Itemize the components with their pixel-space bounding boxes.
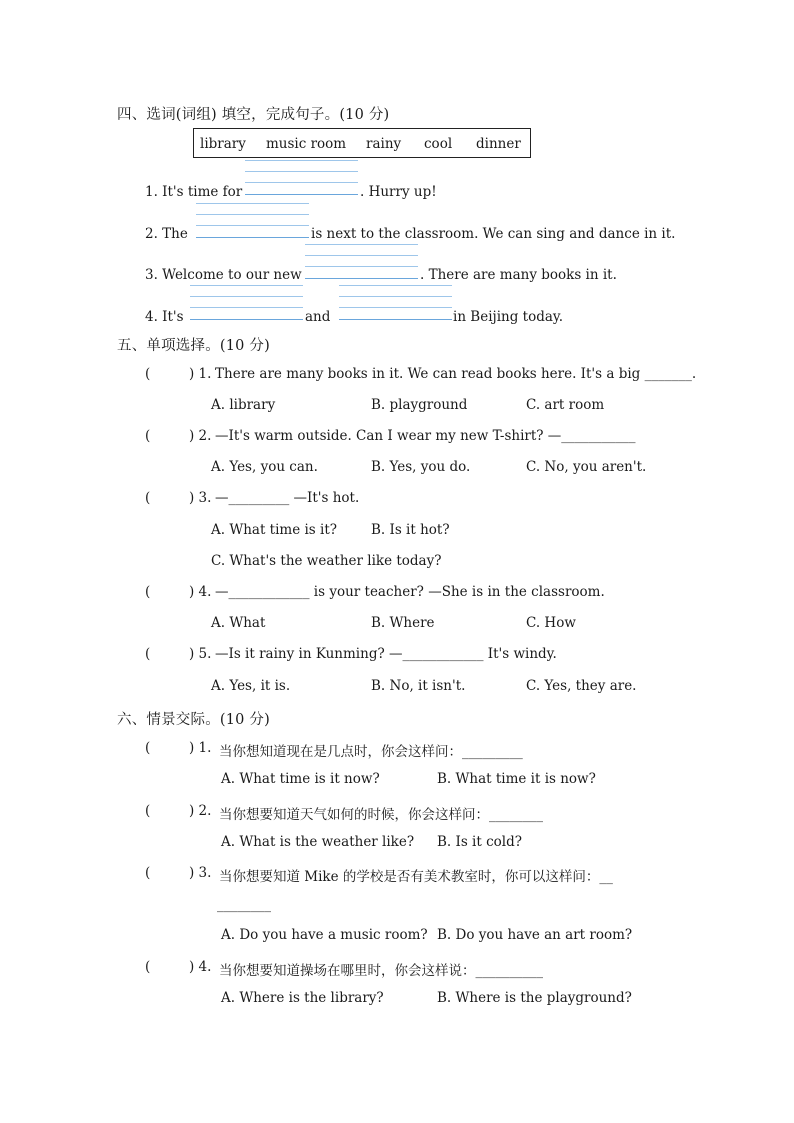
word-bank-box [193,128,531,158]
situation-option-a[interactable]: A. What time is it now? [221,771,380,787]
mc-option-c[interactable]: C. art room [526,397,605,413]
answer-paren[interactable]: ( [145,740,151,756]
fill-q3-writing-lines[interactable] [305,244,418,280]
situation-question: 当你想要知道天气如何的时候，你会这样问：________ [219,807,543,823]
mc-option-c[interactable]: C. No, you aren't. [526,459,647,475]
answer-paren[interactable]: ( [145,490,151,506]
mc-option-b[interactable]: B. playground [371,397,468,413]
mc-number: ) 1. [189,366,212,382]
situation-option-b[interactable]: B. Where is the playground? [437,990,632,1006]
fill-q1-writing-lines[interactable] [245,160,358,196]
situation-answer-blank[interactable]: ________ [217,897,271,913]
fill-q4-writing-lines-a[interactable] [190,285,303,321]
word-bank-item: rainy [366,136,402,152]
answer-paren[interactable]: ( [145,865,151,881]
fill-q2-writing-lines[interactable] [196,203,309,239]
mc-option-c[interactable]: C. What's the weather like today? [211,553,442,569]
mc-question: —It's warm outside. Can I wear my new T-shirt? —___________ [215,428,636,444]
word-bank-item: music room [266,136,347,152]
situation-option-b[interactable]: B. Do you have an art room? [437,927,633,943]
answer-paren[interactable]: ( [145,803,151,819]
mc-question: There are many books in it. We can read books here. It's a big _______. [215,366,697,382]
fill-q2-prefix: 2. The [145,226,188,242]
fill-q3-suffix: . There are many books in it. [420,267,617,283]
mc-number: ) 2. [189,428,212,444]
situation-option-a[interactable]: A. Where is the library? [221,990,384,1006]
fill-q4-prefix: 4. It's [145,309,184,325]
situation-number: ) 1. [189,740,212,756]
word-bank-item: cool [424,136,453,152]
mc-number: ) 3. [189,490,212,506]
fill-q4-suffix: in Beijing today. [453,309,564,325]
mc-question: —_________ —It's hot. [215,490,360,506]
fill-q3-prefix: 3. Welcome to our new [145,267,302,283]
mc-option-a[interactable]: A. What [211,615,266,631]
section6-heading: 六、情景交际。(10 分) [117,712,270,728]
word-bank-item: library [200,136,246,152]
mc-option-c[interactable]: C. How [526,615,576,631]
mc-option-b[interactable]: B. Yes, you do. [371,459,471,475]
fill-q4-writing-lines-b[interactable] [339,285,452,321]
mc-question: —Is it rainy in Kunming? —____________ It's windy. [215,646,557,662]
answer-paren[interactable]: ( [145,366,151,382]
mc-option-a[interactable]: A. library [211,397,276,413]
mc-option-b[interactable]: B. Is it hot? [371,522,450,538]
fill-q2-suffix: is next to the classroom. We can sing and dance in it. [311,226,676,242]
situation-option-b[interactable]: B. What time it is now? [437,771,596,787]
mc-number: ) 4. [189,584,212,600]
mc-question: —____________ is your teacher? —She is in the classroom. [215,584,605,600]
situation-question: 当你想知道现在是几点时，你会这样问：_________ [219,744,523,760]
mc-number: ) 5. [189,646,212,662]
situation-option-b[interactable]: B. Is it cold? [437,834,522,850]
mc-option-c[interactable]: C. Yes, they are. [526,678,637,694]
situation-number: ) 4. [189,959,212,975]
mc-option-a[interactable]: A. Yes, you can. [211,459,318,475]
answer-paren[interactable]: ( [145,646,151,662]
fill-q1-prefix: 1. It's time for [145,184,243,200]
word-bank-item: dinner [476,136,521,152]
answer-paren[interactable]: ( [145,959,151,975]
situation-option-a[interactable]: A. What is the weather like? [221,834,415,850]
fill-q4-middle: and [305,309,331,325]
section4-heading: 四、选词(词组) 填空，完成句子。(10 分) [117,107,390,123]
mc-option-b[interactable]: B. Where [371,615,435,631]
section5-heading: 五、单项选择。(10 分) [117,338,270,354]
mc-option-a[interactable]: A. What time is it? [211,522,338,538]
answer-paren[interactable]: ( [145,428,151,444]
situation-question: 当你想要知道 Mike 的学校是否有美术教室时，你可以这样问：__ [219,869,613,885]
mc-option-b[interactable]: B. No, it isn't. [371,678,466,694]
situation-question: 当你想要知道操场在哪里时，你会这样说：__________ [219,963,543,979]
mc-option-a[interactable]: A. Yes, it is. [211,678,291,694]
situation-option-a[interactable]: A. Do you have a music room? [221,927,428,943]
situation-number: ) 3. [189,865,212,881]
fill-q1-suffix: . Hurry up! [360,184,437,200]
answer-paren[interactable]: ( [145,584,151,600]
situation-number: ) 2. [189,803,212,819]
